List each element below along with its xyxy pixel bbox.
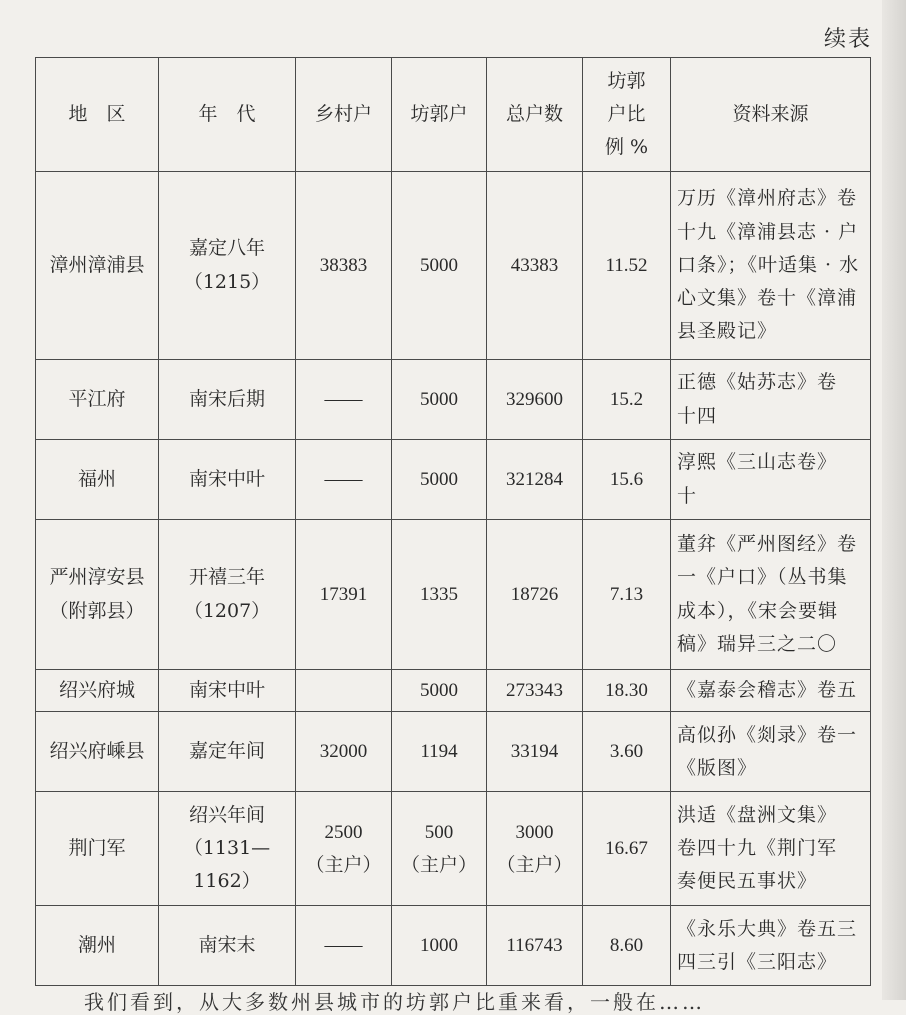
cell-source: [671, 792, 871, 906]
cell-line: 南宋后期: [188, 387, 265, 410]
header-total: 总户数: [487, 58, 583, 172]
cell-line: 32000: [319, 741, 368, 763]
cell-line: 17391: [319, 583, 368, 605]
cell-line: 1000: [420, 935, 458, 957]
cell-rural: [296, 792, 392, 906]
cell-period: [159, 172, 296, 360]
cell-urban: [392, 712, 487, 792]
cell-line: 《永乐大典》卷五三: [677, 917, 858, 940]
cell-line: 1335: [420, 583, 458, 605]
cell-region: [36, 520, 159, 670]
cell-line: 一《户口》（丛书集: [677, 566, 848, 589]
cell-total: [487, 906, 583, 986]
cell-ratio: 7.13: [583, 520, 671, 670]
cell-line: 《版图》: [677, 756, 758, 779]
cell-rural: [296, 712, 392, 792]
cell-line: （1207）: [183, 599, 271, 622]
table-row: [36, 792, 871, 906]
cell-line: 绍兴年间: [188, 803, 265, 826]
header-urban: 坊郭户: [392, 58, 487, 172]
cell-line: 漳州漳浦县: [49, 253, 145, 276]
header-ratio-line: 坊郭: [607, 69, 646, 92]
cell-source: [671, 520, 871, 670]
cell-line: 43383: [510, 254, 559, 276]
table-row: [36, 172, 871, 360]
cell-ratio: 8.60: [583, 906, 671, 986]
cell-urban: [392, 906, 487, 986]
cell-period: [159, 440, 296, 520]
table-row: [36, 670, 871, 712]
page-edge: [882, 0, 906, 1000]
cell-total: [487, 712, 583, 792]
cell-ratio: 15.2: [583, 360, 671, 440]
cell-rural: [296, 670, 392, 712]
cell-urban: [392, 360, 487, 440]
cell-line: ——: [324, 388, 363, 410]
cell-rural: [296, 906, 392, 986]
cell-line: 口条》；《叶适集 · 水: [677, 253, 860, 276]
cell-line: 十九《漳浦县志 · 户: [677, 220, 859, 243]
cell-urban: [392, 440, 487, 520]
cell-rural: [296, 360, 392, 440]
cell-region: [36, 670, 159, 712]
cell-line: 南宋中叶: [188, 679, 265, 701]
cell-line: 董弅《严州图经》卷: [677, 533, 858, 555]
header-ratio-line: 户比: [607, 102, 646, 125]
cell-line: （主户）: [496, 854, 573, 876]
cell-line: 十四: [677, 404, 718, 427]
body-text-fragment: 我们看到，从大多数州县城市的坊郭户比重来看，一般在……: [84, 990, 705, 1014]
cell-region: [36, 360, 159, 440]
cell-source: [671, 670, 871, 712]
cell-urban: [392, 520, 487, 670]
cell-period: [159, 360, 296, 440]
cell-total: [487, 792, 583, 906]
cell-total: [487, 440, 583, 520]
cell-line: 33194: [510, 741, 559, 763]
cell-period: [159, 670, 296, 712]
cell-line: 开禧三年: [188, 566, 265, 589]
cell-line: （1215）: [183, 270, 271, 293]
cell-source: [671, 360, 871, 440]
header-region: 地 区: [36, 58, 159, 172]
cell-period: [159, 520, 296, 670]
cell-line: 严州淳安县: [49, 566, 145, 589]
header-ratio-line: 例 %: [604, 136, 649, 159]
cell-line: 321284: [506, 468, 563, 490]
cell-line: （主户）: [400, 854, 477, 876]
cell-line: 5000: [420, 254, 458, 276]
cell-line: （附郭县）: [49, 599, 145, 622]
cell-line: 2500: [324, 821, 363, 843]
cell-ratio: 16.67: [583, 792, 671, 906]
cell-urban: [392, 792, 487, 906]
cell-region: [36, 712, 159, 792]
table-row: [36, 906, 871, 986]
cell-rural: [296, 172, 392, 360]
cell-ratio: 3.60: [583, 712, 671, 792]
cell-line: 万历《漳州府志》卷: [677, 187, 858, 210]
cell-source: [671, 906, 871, 986]
cell-line: 平江府: [68, 387, 126, 410]
cell-total: [487, 670, 583, 712]
cell-line: 329600: [506, 388, 563, 410]
cell-line: ——: [324, 935, 363, 957]
cell-source: [671, 712, 871, 792]
cell-line: 5000: [420, 680, 458, 701]
cell-line: 南宋末: [198, 934, 256, 957]
cell-period: [159, 712, 296, 792]
header-ratio: [583, 58, 671, 172]
cell-line: 5000: [420, 468, 458, 490]
cell-line: 稿》瑞异三之二〇: [677, 632, 838, 655]
cell-line: 县圣殿记》: [677, 320, 778, 343]
cell-period: [159, 906, 296, 986]
cell-line: 18726: [510, 583, 559, 605]
cell-line: 南宋中叶: [188, 467, 265, 490]
cell-line: 十: [677, 484, 698, 507]
cell-region: [36, 792, 159, 906]
cell-line: 四三引《三阳志》: [677, 950, 838, 973]
cell-region: [36, 906, 159, 986]
header-row: [36, 58, 871, 172]
table-row: [36, 360, 871, 440]
cell-line: 1194: [420, 741, 458, 763]
cell-line: 成本），《宋会要辑: [677, 599, 839, 622]
cell-total: [487, 520, 583, 670]
header-rural: 乡村户: [296, 58, 392, 172]
cell-line: 潮州: [77, 934, 116, 957]
cell-line: 心文集》卷十《漳浦: [677, 287, 858, 310]
cell-total: [487, 172, 583, 360]
cell-line: 《嘉泰会稽志》卷五: [677, 679, 858, 701]
cell-rural: [296, 440, 392, 520]
cell-line: 福州: [77, 467, 116, 490]
table-row: [36, 520, 871, 670]
cell-line: 绍兴府城: [58, 679, 135, 701]
cell-line: 116743: [506, 935, 563, 957]
cell-line: 正德《姑苏志》卷: [677, 371, 838, 394]
cell-source: [671, 440, 871, 520]
cell-line: 500: [424, 821, 454, 843]
cell-region: [36, 172, 159, 360]
cell-line: 273343: [506, 680, 563, 701]
cell-line: 嘉定年间: [188, 740, 265, 763]
cell-line: 荆门军: [68, 837, 126, 860]
cell-line: 卷四十九《荆门军: [677, 837, 838, 860]
cell-line: 淳熙《三山志卷》: [677, 451, 838, 474]
cell-rural: [296, 520, 392, 670]
cell-line: 38383: [319, 254, 368, 276]
cell-line: 3000: [515, 821, 554, 843]
cell-line: （1131—1162）: [183, 837, 271, 893]
cell-line: （主户）: [305, 854, 382, 876]
cell-line: 绍兴府嵊县: [49, 740, 145, 763]
cell-period: [159, 792, 296, 906]
cell-source: [671, 172, 871, 360]
cell-line: 嘉定八年: [188, 237, 265, 260]
cell-total: [487, 360, 583, 440]
cell-region: [36, 440, 159, 520]
cell-ratio: 11.52: [583, 172, 671, 360]
table-row: [36, 712, 871, 792]
continued-label: 续表: [824, 27, 873, 52]
cell-urban: [392, 670, 487, 712]
cell-ratio: 18.30: [583, 670, 671, 712]
cell-ratio: 15.6: [583, 440, 671, 520]
table-row: [36, 440, 871, 520]
cell-line: 高似孙《剡录》卷一: [677, 723, 858, 746]
cell-line: 洪适《盘洲文集》: [677, 803, 838, 826]
household-table: [35, 57, 871, 986]
cell-line: 奏便民五事状》: [677, 870, 818, 893]
cell-urban: [392, 172, 487, 360]
cell-line: ——: [324, 468, 363, 490]
header-source: 资料来源: [671, 58, 871, 172]
header-period: 年 代: [159, 58, 296, 172]
cell-line: 5000: [420, 388, 458, 410]
